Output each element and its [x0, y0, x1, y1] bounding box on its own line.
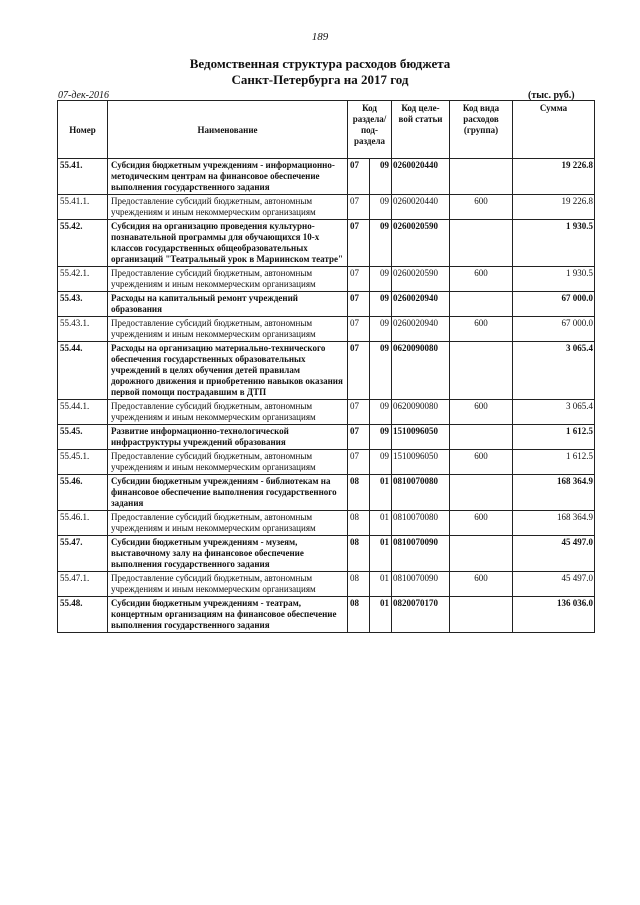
row-number: 55.45.1.: [58, 450, 108, 475]
row-subsection: 01: [370, 536, 392, 572]
row-name: Предоставление субсидий бюджетным, автономным учреждениям и иным некоммерческим организациям: [108, 267, 348, 292]
table-body: [58, 159, 595, 633]
row-name: Предоставление субсидий бюджетным, автономным учреждениям и иным некоммерческим организациям: [108, 511, 348, 536]
row-name: Предоставление субсидий бюджетным, автономным учреждениям и иным некоммерческим организациям: [108, 317, 348, 342]
row-number: 55.47.: [58, 536, 108, 572]
row-article: 0810070090: [392, 572, 450, 597]
row-sum: 19 226.8: [513, 195, 595, 220]
row-section: 07: [348, 267, 370, 292]
row-number: 55.47.1.: [58, 572, 108, 597]
row-kind: [450, 425, 513, 450]
row-number: 55.42.1.: [58, 267, 108, 292]
row-number: 55.43.: [58, 292, 108, 317]
row-kind: [450, 342, 513, 400]
row-subsection: 09: [370, 267, 392, 292]
row-subsection: 09: [370, 220, 392, 267]
header-sum: Сумма: [513, 101, 595, 159]
table-row: [58, 220, 595, 267]
row-sum: 45 497.0: [513, 536, 595, 572]
row-number: 55.45.: [58, 425, 108, 450]
row-article: 0260020440: [392, 159, 450, 195]
row-section: 07: [348, 317, 370, 342]
row-number: 55.44.: [58, 342, 108, 400]
row-section: 07: [348, 342, 370, 400]
row-section: 08: [348, 536, 370, 572]
row-subsection: 01: [370, 597, 392, 633]
row-sum: 1 612.5: [513, 450, 595, 475]
row-article: 0260020940: [392, 292, 450, 317]
row-section: 08: [348, 475, 370, 511]
row-sum: 3 065.4: [513, 342, 595, 400]
row-article: 1510096050: [392, 450, 450, 475]
row-section: 07: [348, 159, 370, 195]
row-section: 08: [348, 597, 370, 633]
row-subsection: 09: [370, 159, 392, 195]
table-row: [58, 292, 595, 317]
budget-table: [57, 100, 595, 633]
document-title-line-1: Ведомственная структура расходов бюджета: [189, 56, 451, 71]
row-name: Субсидии бюджетным учреждениям - музеям, выставочному залу на финансовое обеспечение выполнения государственного задания: [108, 536, 348, 572]
row-name: Предоставление субсидий бюджетным, автономным учреждениям и иным некоммерческим организациям: [108, 195, 348, 220]
row-section: 07: [348, 400, 370, 425]
row-subsection: 01: [370, 572, 392, 597]
table-row: [58, 450, 595, 475]
row-sum: 19 226.8: [513, 159, 595, 195]
row-section: 07: [348, 195, 370, 220]
row-section: 07: [348, 425, 370, 450]
row-article: 0620090080: [392, 342, 450, 400]
row-subsection: 09: [370, 292, 392, 317]
row-kind: 600: [450, 317, 513, 342]
row-name: Расходы на капитальный ремонт учреждений образования: [108, 292, 348, 317]
row-kind: 600: [450, 267, 513, 292]
document-date: 07-дек-2016: [58, 90, 109, 101]
row-kind: [450, 536, 513, 572]
row-kind: [450, 159, 513, 195]
row-section: 08: [348, 511, 370, 536]
row-article: 1510096050: [392, 425, 450, 450]
row-kind: [450, 597, 513, 633]
row-number: 55.46.1.: [58, 511, 108, 536]
row-subsection: 09: [370, 317, 392, 342]
row-article: 0620090080: [392, 400, 450, 425]
row-kind: [450, 292, 513, 317]
table-row: [58, 475, 595, 511]
row-sum: 1 930.5: [513, 267, 595, 292]
table-row: [58, 572, 595, 597]
row-kind: [450, 475, 513, 511]
document-title-line-2: Санкт-Петербурга на 2017 год: [231, 72, 409, 87]
row-subsection: 09: [370, 342, 392, 400]
header-name: Наименование: [108, 101, 348, 159]
page-number: 189: [311, 31, 329, 43]
row-sum: 1 612.5: [513, 425, 595, 450]
row-kind: 600: [450, 572, 513, 597]
row-number: 55.41.1.: [58, 195, 108, 220]
row-kind: 600: [450, 400, 513, 425]
row-section: 07: [348, 220, 370, 267]
table-row: [58, 317, 595, 342]
table-row: [58, 536, 595, 572]
row-name: Предоставление субсидий бюджетным, автономным учреждениям и иным некоммерческим организациям: [108, 400, 348, 425]
row-sum: 136 036.0: [513, 597, 595, 633]
row-name: Расходы на организацию материально-технического обеспечения государственных образовательных учреждений в целях обучения детей правилам дорожного движения и приобретению навыков оказания первой помощи пострадавшим в ДТП: [108, 342, 348, 400]
row-kind: 600: [450, 511, 513, 536]
row-sum: 1 930.5: [513, 220, 595, 267]
row-number: 55.42.: [58, 220, 108, 267]
table-row: [58, 195, 595, 220]
header-article: Код целе- вой статьи: [392, 101, 450, 159]
row-sum: 45 497.0: [513, 572, 595, 597]
row-sum: 168 364.9: [513, 475, 595, 511]
row-number: 55.43.1.: [58, 317, 108, 342]
row-name: Предоставление субсидий бюджетным, автономным учреждениям и иным некоммерческим организациям: [108, 450, 348, 475]
table-header-row: [58, 101, 595, 159]
header-number: Номер: [58, 101, 108, 159]
row-subsection: 01: [370, 475, 392, 511]
row-article: 0260020440: [392, 195, 450, 220]
header-kind: Код вида расходов (группа): [450, 101, 513, 159]
row-number: 55.44.1.: [58, 400, 108, 425]
table-row: [58, 342, 595, 400]
row-subsection: 01: [370, 511, 392, 536]
row-sum: 67 000.0: [513, 292, 595, 317]
row-number: 55.48.: [58, 597, 108, 633]
table-row: [58, 425, 595, 450]
table-row: [58, 267, 595, 292]
row-number: 55.46.: [58, 475, 108, 511]
row-subsection: 09: [370, 425, 392, 450]
row-article: 0810070090: [392, 536, 450, 572]
row-article: 0820070170: [392, 597, 450, 633]
table-row: [58, 159, 595, 195]
row-subsection: 09: [370, 400, 392, 425]
row-name: Субсидия на организацию проведения культурно-познавательной программы для обучающихся 10-х классов государственных общеобразовательных организаций "Театральный урок в Мариинском театре": [108, 220, 348, 267]
row-number: 55.41.: [58, 159, 108, 195]
row-kind: [450, 220, 513, 267]
row-name: Предоставление субсидий бюджетным, автономным учреждениям и иным некоммерческим организациям: [108, 572, 348, 597]
row-section: 07: [348, 450, 370, 475]
row-article: 0260020940: [392, 317, 450, 342]
row-article: 0810070080: [392, 475, 450, 511]
row-name: Субсидия бюджетным учреждениям - информационно-методическим центрам на финансовое обеспечение выполнения государственного задания: [108, 159, 348, 195]
row-name: Субсидии бюджетным учреждениям - театрам, концертным организациям на финансовое обеспечение выполнения государственного задания: [108, 597, 348, 633]
row-article: 0810070080: [392, 511, 450, 536]
row-name: Субсидии бюджетным учреждениям - библиотекам на финансовое обеспечение выполнения государственного задания: [108, 475, 348, 511]
row-article: 0260020590: [392, 220, 450, 267]
header-section: Код раздела/ под- раздела: [348, 101, 392, 159]
row-kind: 600: [450, 195, 513, 220]
row-subsection: 09: [370, 450, 392, 475]
row-article: 0260020590: [392, 267, 450, 292]
table-row: [58, 597, 595, 633]
row-section: 07: [348, 292, 370, 317]
row-sum: 3 065.4: [513, 400, 595, 425]
table-row: [58, 400, 595, 425]
row-sum: 67 000.0: [513, 317, 595, 342]
row-sum: 168 364.9: [513, 511, 595, 536]
units-label: (тыс. руб.): [528, 90, 575, 101]
row-section: 08: [348, 572, 370, 597]
row-kind: 600: [450, 450, 513, 475]
row-name: Развитие информационно-технологической инфраструктуры учреждений образования: [108, 425, 348, 450]
table-row: [58, 511, 595, 536]
row-subsection: 09: [370, 195, 392, 220]
